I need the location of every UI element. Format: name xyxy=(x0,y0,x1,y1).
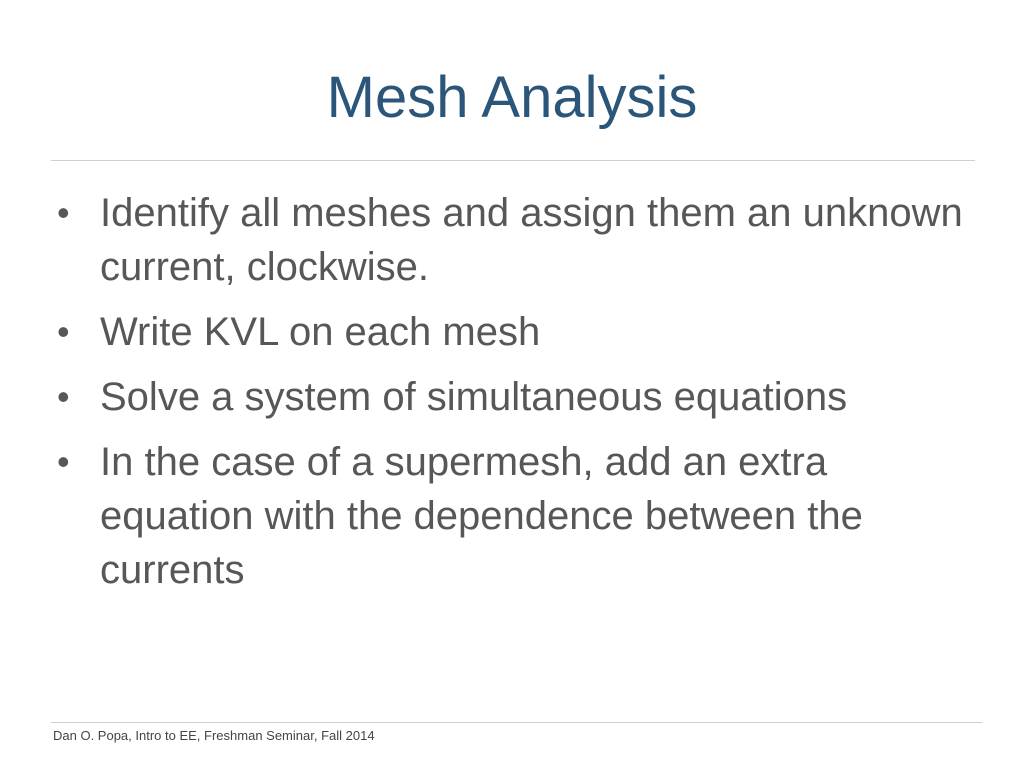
footer-divider xyxy=(51,722,982,723)
title-divider xyxy=(51,160,975,161)
bullet-marker: • xyxy=(57,192,70,233)
slide-title: Mesh Analysis xyxy=(326,65,698,130)
slide-footer: Dan O. Popa, Intro to EE, Freshman Seminar, Fall 2014 xyxy=(53,728,375,743)
bullet-marker: • xyxy=(57,311,70,352)
bullet-text: Write KVL on each mesh xyxy=(100,310,541,354)
bullet-list xyxy=(55,186,975,608)
bullet-item xyxy=(55,305,975,359)
bullet-item xyxy=(55,186,975,294)
bullet-text: Solve a system of simultaneous equations xyxy=(100,375,848,419)
bullet-marker: • xyxy=(57,441,70,482)
bullet-item xyxy=(55,435,975,597)
bullet-item xyxy=(55,370,975,424)
bullet-marker: • xyxy=(57,376,70,417)
bullet-text: Identify all meshes and assign them an unknown current, clockwise. xyxy=(100,191,963,289)
bullet-text: In the case of a supermesh, add an extra equation with the dependence between the currents xyxy=(100,440,863,592)
